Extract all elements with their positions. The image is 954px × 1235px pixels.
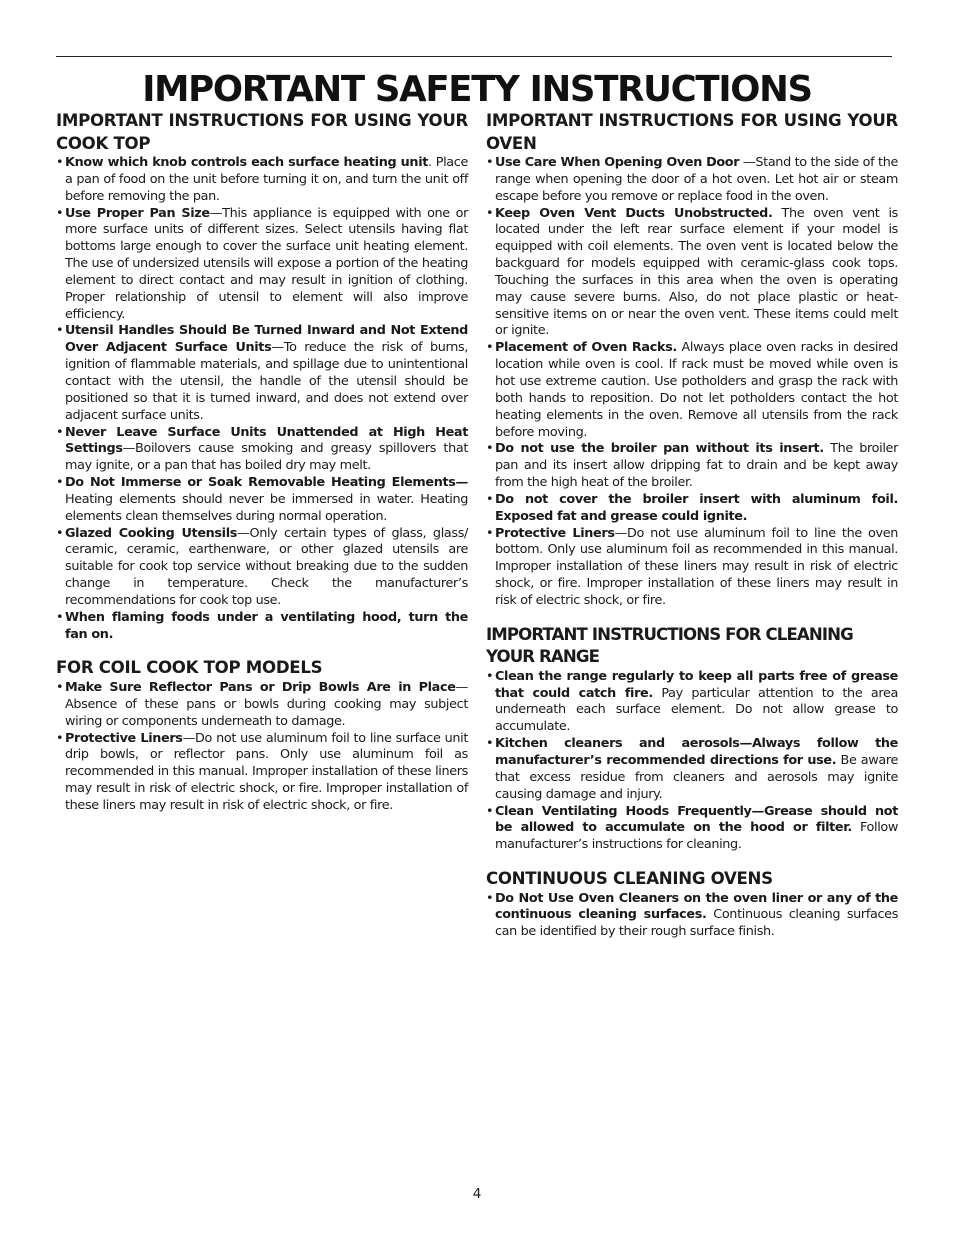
bullet-icon: • <box>486 441 494 457</box>
list-item: • Make Sure Reflector Pans or Drip Bowls Are in Place—Absence of these pans or bowls during cooking may subject wiring or components underneath to damage. <box>56 679 468 729</box>
list-item: • Never Leave Surface Units Unattended at High Heat Settings—Boilovers cause smoking and greasy spillovers that may ignite, or a pan that has boiled dry may melt. <box>56 424 468 474</box>
bullet-icon: • <box>56 475 64 491</box>
list-oven <box>486 155 898 610</box>
bullet-icon: • <box>486 890 494 906</box>
list-continuous <box>486 891 898 942</box>
heading-oven: IMPORTANT INSTRUCTIONS FOR USING YOUR OVEN <box>486 111 898 153</box>
bullet-icon: • <box>486 736 494 752</box>
list-item: • Do Not Use Oven Cleaners on the oven liner or any of the continuous cleaning surfaces. Continuous cleaning surfaces can be identified by their rough surface finish. <box>486 890 899 940</box>
bullet-icon: • <box>486 803 494 819</box>
list-cleaning <box>486 669 898 854</box>
list-item: • Clean Ventilating Hoods Frequently—Grease should not be allowed to accumulate on the hood or filter. Follow manufacturer’s instructions for cleaning. <box>486 803 898 853</box>
left-column <box>56 110 468 815</box>
bullet-icon: • <box>486 491 494 507</box>
list-coil <box>56 680 468 815</box>
list-item: • Use Proper Pan Size—This appliance is equipped with one or more surface units of different sizes. Select utensils having flat bottoms large enough to cover the surface unit heating element. The use of undersized utensils will expose a portion of the heating element to direct contact and may result in ignition of clothing. Proper relationship of utensil to element will also improve efficiency. <box>56 205 468 322</box>
list-item: • Keep Oven Vent Ducts Unobstructed. The oven vent is located under the left rear surface element if your model is equipped with coil elements. The oven vent is located below the backguard for models equipped with ceramic-glass cook tops. Touching the surfaces in this area when the oven is operating may cause severe burns. Also, do not place plastic or heat-sensitive items on or near the oven vent. These items could melt or ignite. <box>486 205 898 339</box>
bullet-icon: • <box>56 323 64 339</box>
page-title: IMPORTANT SAFETY INSTRUCTIONS <box>142 69 812 110</box>
list-item: • Use Care When Opening Oven Door —Stand to the side of the range when opening the door of a hot oven. Let hot air or steam escape before you remove or replace food in the oven. <box>486 155 898 204</box>
list-item: • Do not cover the broiler insert with aluminum foil. Exposed fat and grease could ignite. <box>486 491 898 524</box>
bullet-icon: • <box>56 525 64 541</box>
bullet-icon: • <box>56 679 64 695</box>
heading-continuous: CONTINUOUS CLEANING OVENS <box>486 869 773 889</box>
right-column <box>486 110 898 941</box>
bullet-icon: • <box>56 609 64 625</box>
list-item: • Protective Liners—Do not use aluminum foil to line surface unit drip bowls, or reflector pans. Only use aluminum foil as recommended in this manual. Improper installation of these liners may result in risk of electric shock, or fire. Improper installation of these liners may result in risk of electric shock, or fire. <box>56 730 468 813</box>
list-item: • Utensil Handles Should Be Turned Inward and Not Extend Over Adjacent Surface Units—To reduce the risk of burns, ignition of flammable materials, and spillage due to unintentional contact with the utensil, the handle of the utensil should be positioned so that it is turned inward, and does not extend over adjacent surface units. <box>56 323 468 423</box>
bullet-icon: • <box>56 205 64 221</box>
heading-coil: FOR COIL COOK TOP MODELS <box>56 658 323 678</box>
list-item: • When flaming foods under a ventilating hood, turn the fan on. <box>56 609 468 642</box>
list-cooktop <box>56 155 468 643</box>
list-item: • Glazed Cooking Utensils—Only certain types of glass, glass/ ceramic, ceramic, earthenware, or other glazed utensils are suitable for cook top service without breaking due to the sudden change in temperature. Check the manufacturer’s recommendations for cook top use. <box>56 525 468 608</box>
heading-cleaning: IMPORTANT INSTRUCTIONS FOR CLEANING YOUR RANGE <box>486 624 853 667</box>
bullet-icon: • <box>486 340 494 356</box>
bullet-icon: • <box>486 205 494 221</box>
bullet-icon: • <box>56 424 64 440</box>
list-item: • Kitchen cleaners and aerosols—Always follow the manufacturer’s recommended directions for use. Be aware that excess residue from cleaners and aerosols may ignite causing damage and injury. <box>486 736 898 802</box>
list-item: • Do not use the broiler pan without its insert. The broiler pan and its insert allow dripping fat to drain and be kept away from the high heat of the broiler. <box>486 441 898 491</box>
heading-cooktop: IMPORTANT INSTRUCTIONS FOR USING YOUR COOK TOP <box>56 111 468 153</box>
bullet-icon: • <box>486 155 494 170</box>
page-number: 4 <box>472 1186 482 1202</box>
bullet-icon: • <box>486 668 494 684</box>
bullet-icon: • <box>56 155 64 170</box>
list-item: • Placement of Oven Racks. Always place oven racks in desired location while oven is cool. If rack must be moved while oven is hot use extreme caution. Use potholders and grasp the rack with both hands to reposition. Do not let potholders contact the hot heating elements in the oven. Remove all utensils from the rack before moving. <box>486 340 898 440</box>
list-item: • Protective Liners—Do not use aluminum foil to line the oven bottom. Only use aluminum foil as recommended in this manual. Improper installation of these liners may result in risk of electric shock, or fire. Improper installation of these liners may result in risk of electric shock, or fire. <box>486 525 898 608</box>
top-rule <box>56 56 892 57</box>
bullet-icon: • <box>56 730 64 746</box>
list-item: • Know which knob controls each surface heating unit. Place a pan of food on the unit before turning it on, and turn the unit off before removing the pan. <box>56 155 468 204</box>
list-item: • Clean the range regularly to keep all parts free of grease that could catch fire. Pay particular attention to the area underneath each surface element. Do not allow grease to accumulate. <box>486 668 898 735</box>
bullet-icon: • <box>486 525 494 541</box>
list-item: • Do Not Immerse or Soak Removable Heating Elements—Heating elements should never be immersed in water. Heating elements clean themselves during normal operation. <box>56 475 468 524</box>
